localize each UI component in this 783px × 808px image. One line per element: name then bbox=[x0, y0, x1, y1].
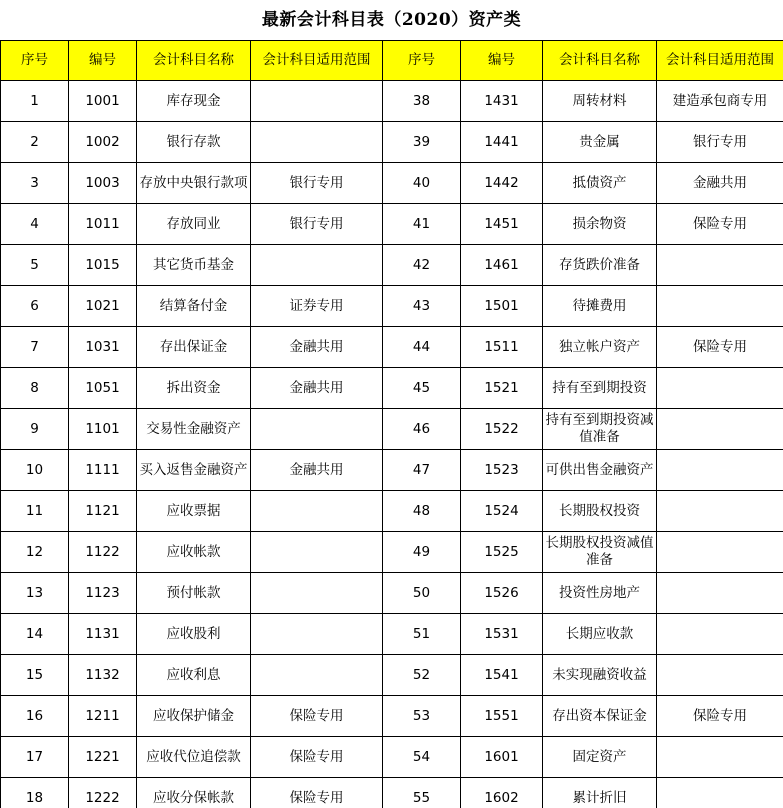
cell-code-left[interactable]: 1011 bbox=[69, 204, 137, 245]
cell-scope-left[interactable] bbox=[251, 409, 383, 450]
cell-name-right[interactable]: 投资性房地产 bbox=[543, 573, 657, 614]
cell-scope-left[interactable] bbox=[251, 573, 383, 614]
cell-name-left[interactable]: 应收代位追偿款 bbox=[137, 737, 251, 778]
cell-code-right[interactable]: 1451 bbox=[461, 204, 543, 245]
cell-name-right[interactable]: 未实现融资收益 bbox=[543, 655, 657, 696]
cell-code-left[interactable]: 1132 bbox=[69, 655, 137, 696]
cell-code-right[interactable]: 1442 bbox=[461, 163, 543, 204]
cell-name-left[interactable]: 预付帐款 bbox=[137, 573, 251, 614]
cell-name-right[interactable]: 独立帐户资产 bbox=[543, 327, 657, 368]
cell-name-right[interactable]: 长期应收款 bbox=[543, 614, 657, 655]
cell-scope-right[interactable]: 建造承包商专用 bbox=[657, 81, 783, 122]
cell-scope-right[interactable] bbox=[657, 450, 783, 491]
cell-code-left[interactable]: 1211 bbox=[69, 696, 137, 737]
cell-code-right[interactable]: 1511 bbox=[461, 327, 543, 368]
cell-scope-left[interactable]: 金融共用 bbox=[251, 368, 383, 409]
table-row bbox=[1, 532, 783, 573]
cell-code-left[interactable]: 1123 bbox=[69, 573, 137, 614]
cell-code-left[interactable]: 1003 bbox=[69, 163, 137, 204]
cell-scope-left[interactable]: 证券专用 bbox=[251, 286, 383, 327]
cell-name-right[interactable]: 周转材料 bbox=[543, 81, 657, 122]
cell-name-left[interactable]: 买入返售金融资产 bbox=[137, 450, 251, 491]
cell-seq-right[interactable]: 51 bbox=[383, 614, 461, 655]
cell-name-left[interactable]: 拆出资金 bbox=[137, 368, 251, 409]
cell-seq-left[interactable]: 15 bbox=[1, 655, 69, 696]
table-row bbox=[1, 737, 783, 778]
cell-seq-left[interactable]: 1 bbox=[1, 81, 69, 122]
cell-scope-right[interactable] bbox=[657, 409, 783, 450]
header-scope-left[interactable]: 会计科目适用范围 bbox=[251, 41, 383, 81]
table-row bbox=[1, 778, 783, 808]
cell-code-left[interactable]: 1051 bbox=[69, 368, 137, 409]
cell-code-right[interactable]: 1441 bbox=[461, 122, 543, 163]
cell-seq-right[interactable]: 43 bbox=[383, 286, 461, 327]
cell-name-right[interactable]: 长期股权投资 bbox=[543, 491, 657, 532]
cell-seq-left[interactable]: 8 bbox=[1, 368, 69, 409]
cell-name-left[interactable]: 应收票据 bbox=[137, 491, 251, 532]
cell-seq-right[interactable]: 50 bbox=[383, 573, 461, 614]
cell-scope-left[interactable]: 保险专用 bbox=[251, 696, 383, 737]
cell-name-left[interactable]: 存放中央银行款项 bbox=[137, 163, 251, 204]
table-row bbox=[1, 81, 783, 122]
cell-seq-right[interactable]: 55 bbox=[383, 778, 461, 808]
cell-name-left[interactable]: 库存现金 bbox=[137, 81, 251, 122]
cell-name-left[interactable]: 银行存款 bbox=[137, 122, 251, 163]
cell-scope-right[interactable] bbox=[657, 655, 783, 696]
cell-code-right[interactable]: 1526 bbox=[461, 573, 543, 614]
cell-scope-right[interactable]: 金融共用 bbox=[657, 163, 783, 204]
cell-code-right[interactable]: 1431 bbox=[461, 81, 543, 122]
cell-scope-right[interactable] bbox=[657, 245, 783, 286]
cell-scope-right[interactable] bbox=[657, 614, 783, 655]
cell-name-right[interactable]: 固定资产 bbox=[543, 737, 657, 778]
cell-code-left[interactable]: 1221 bbox=[69, 737, 137, 778]
cell-seq-right[interactable]: 42 bbox=[383, 245, 461, 286]
table-row bbox=[1, 163, 783, 204]
table-row bbox=[1, 450, 783, 491]
cell-code-right[interactable]: 1524 bbox=[461, 491, 543, 532]
accounts-table bbox=[0, 40, 783, 808]
cell-name-left[interactable]: 其它货币基金 bbox=[137, 245, 251, 286]
cell-scope-right[interactable] bbox=[657, 532, 783, 573]
cell-seq-right[interactable]: 38 bbox=[383, 81, 461, 122]
cell-scope-left[interactable] bbox=[251, 491, 383, 532]
cell-scope-right[interactable]: 保险专用 bbox=[657, 204, 783, 245]
cell-code-left[interactable]: 1122 bbox=[69, 532, 137, 573]
cell-name-right[interactable]: 持有至到期投资减值准备 bbox=[543, 409, 657, 450]
cell-code-left[interactable]: 1101 bbox=[69, 409, 137, 450]
cell-scope-left[interactable] bbox=[251, 655, 383, 696]
cell-name-left[interactable]: 应收保护储金 bbox=[137, 696, 251, 737]
cell-seq-left[interactable]: 9 bbox=[1, 409, 69, 450]
cell-seq-right[interactable]: 41 bbox=[383, 204, 461, 245]
cell-name-right[interactable]: 可供出售金融资产 bbox=[543, 450, 657, 491]
cell-seq-left[interactable]: 14 bbox=[1, 614, 69, 655]
cell-scope-right[interactable] bbox=[657, 286, 783, 327]
table-row bbox=[1, 696, 783, 737]
table-row bbox=[1, 368, 783, 409]
cell-scope-left[interactable]: 银行专用 bbox=[251, 163, 383, 204]
table-row bbox=[1, 409, 783, 450]
cell-name-left[interactable]: 应收利息 bbox=[137, 655, 251, 696]
cell-scope-left[interactable]: 金融共用 bbox=[251, 450, 383, 491]
cell-name-right[interactable]: 累计折旧 bbox=[543, 778, 657, 808]
table-row bbox=[1, 286, 783, 327]
table-row bbox=[1, 491, 783, 532]
cell-seq-left[interactable]: 10 bbox=[1, 450, 69, 491]
cell-code-right[interactable]: 1551 bbox=[461, 696, 543, 737]
cell-code-left[interactable]: 1021 bbox=[69, 286, 137, 327]
table-row bbox=[1, 245, 783, 286]
cell-seq-right[interactable]: 47 bbox=[383, 450, 461, 491]
cell-code-left[interactable]: 1121 bbox=[69, 491, 137, 532]
cell-code-right[interactable]: 1601 bbox=[461, 737, 543, 778]
cell-scope-right[interactable] bbox=[657, 737, 783, 778]
cell-code-left[interactable]: 1222 bbox=[69, 778, 137, 808]
cell-seq-left[interactable]: 6 bbox=[1, 286, 69, 327]
cell-seq-right[interactable]: 48 bbox=[383, 491, 461, 532]
cell-seq-left[interactable]: 12 bbox=[1, 532, 69, 573]
cell-code-right[interactable]: 1602 bbox=[461, 778, 543, 808]
cell-seq-left[interactable]: 17 bbox=[1, 737, 69, 778]
cell-scope-left[interactable] bbox=[251, 532, 383, 573]
cell-code-left[interactable]: 1131 bbox=[69, 614, 137, 655]
cell-name-right[interactable]: 存出资本保证金 bbox=[543, 696, 657, 737]
cell-seq-right[interactable]: 46 bbox=[383, 409, 461, 450]
cell-seq-left[interactable]: 16 bbox=[1, 696, 69, 737]
cell-scope-left[interactable] bbox=[251, 245, 383, 286]
cell-seq-right[interactable]: 45 bbox=[383, 368, 461, 409]
cell-scope-right[interactable] bbox=[657, 368, 783, 409]
cell-name-left[interactable]: 存出保证金 bbox=[137, 327, 251, 368]
cell-scope-left[interactable] bbox=[251, 614, 383, 655]
table-row bbox=[1, 122, 783, 163]
cell-seq-right[interactable]: 39 bbox=[383, 122, 461, 163]
cell-seq-left[interactable]: 13 bbox=[1, 573, 69, 614]
cell-code-right[interactable]: 1521 bbox=[461, 368, 543, 409]
cell-name-right[interactable]: 抵债资产 bbox=[543, 163, 657, 204]
header-code-right[interactable]: 编号 bbox=[461, 41, 543, 81]
table-row bbox=[1, 327, 783, 368]
cell-seq-left[interactable]: 4 bbox=[1, 204, 69, 245]
cell-name-left[interactable]: 应收帐款 bbox=[137, 532, 251, 573]
table-row bbox=[1, 614, 783, 655]
cell-scope-right[interactable] bbox=[657, 573, 783, 614]
cell-name-left[interactable]: 交易性金融资产 bbox=[137, 409, 251, 450]
cell-code-left[interactable]: 1002 bbox=[69, 122, 137, 163]
cell-scope-right[interactable]: 保险专用 bbox=[657, 696, 783, 737]
cell-scope-left[interactable]: 保险专用 bbox=[251, 737, 383, 778]
cell-scope-right[interactable] bbox=[657, 491, 783, 532]
cell-seq-left[interactable]: 7 bbox=[1, 327, 69, 368]
cell-code-right[interactable]: 1501 bbox=[461, 286, 543, 327]
header-name-right[interactable]: 会计科目名称 bbox=[543, 41, 657, 81]
cell-code-right[interactable]: 1531 bbox=[461, 614, 543, 655]
cell-code-right[interactable]: 1522 bbox=[461, 409, 543, 450]
cell-seq-left[interactable]: 5 bbox=[1, 245, 69, 286]
cell-seq-right[interactable]: 49 bbox=[383, 532, 461, 573]
cell-code-left[interactable]: 1015 bbox=[69, 245, 137, 286]
cell-scope-right[interactable] bbox=[657, 778, 783, 808]
cell-seq-right[interactable]: 54 bbox=[383, 737, 461, 778]
cell-code-right[interactable]: 1541 bbox=[461, 655, 543, 696]
header-name-left[interactable]: 会计科目名称 bbox=[137, 41, 251, 81]
cell-scope-right[interactable]: 保险专用 bbox=[657, 327, 783, 368]
cell-name-right[interactable]: 存货跌价准备 bbox=[543, 245, 657, 286]
cell-seq-right[interactable]: 52 bbox=[383, 655, 461, 696]
cell-seq-left[interactable]: 3 bbox=[1, 163, 69, 204]
cell-code-right[interactable]: 1525 bbox=[461, 532, 543, 573]
cell-name-left[interactable]: 应收股利 bbox=[137, 614, 251, 655]
cell-seq-right[interactable]: 40 bbox=[383, 163, 461, 204]
cell-name-left[interactable]: 存放同业 bbox=[137, 204, 251, 245]
cell-seq-left[interactable]: 2 bbox=[1, 122, 69, 163]
header-seq-right[interactable]: 序号 bbox=[383, 41, 461, 81]
table-row bbox=[1, 573, 783, 614]
cell-code-right[interactable]: 1523 bbox=[461, 450, 543, 491]
cell-name-right[interactable]: 损余物资 bbox=[543, 204, 657, 245]
cell-scope-left[interactable] bbox=[251, 122, 383, 163]
cell-scope-left[interactable] bbox=[251, 81, 383, 122]
table-row bbox=[1, 655, 783, 696]
cell-name-left[interactable]: 结算备付金 bbox=[137, 286, 251, 327]
cell-name-right[interactable]: 长期股权投资减值准备 bbox=[543, 532, 657, 573]
cell-code-left[interactable]: 1001 bbox=[69, 81, 137, 122]
cell-name-left[interactable]: 应收分保帐款 bbox=[137, 778, 251, 808]
header-row bbox=[1, 41, 783, 81]
cell-scope-right[interactable]: 银行专用 bbox=[657, 122, 783, 163]
header-seq-left[interactable]: 序号 bbox=[1, 41, 69, 81]
cell-name-right[interactable]: 贵金属 bbox=[543, 122, 657, 163]
cell-code-left[interactable]: 1111 bbox=[69, 450, 137, 491]
table-row bbox=[1, 204, 783, 245]
cell-name-right[interactable]: 持有至到期投资 bbox=[543, 368, 657, 409]
cell-scope-left[interactable]: 保险专用 bbox=[251, 778, 383, 808]
cell-name-right[interactable]: 待摊费用 bbox=[543, 286, 657, 327]
cell-seq-left[interactable]: 18 bbox=[1, 778, 69, 808]
cell-code-right[interactable]: 1461 bbox=[461, 245, 543, 286]
header-scope-right[interactable]: 会计科目适用范围 bbox=[657, 41, 783, 81]
cell-seq-left[interactable]: 11 bbox=[1, 491, 69, 532]
cell-scope-left[interactable]: 银行专用 bbox=[251, 204, 383, 245]
cell-scope-left[interactable]: 金融共用 bbox=[251, 327, 383, 368]
page-title: 最新会计科目表（2020）资产类 bbox=[261, 10, 522, 30]
cell-seq-right[interactable]: 44 bbox=[383, 327, 461, 368]
cell-code-left[interactable]: 1031 bbox=[69, 327, 137, 368]
cell-seq-right[interactable]: 53 bbox=[383, 696, 461, 737]
header-code-left[interactable]: 编号 bbox=[69, 41, 137, 81]
